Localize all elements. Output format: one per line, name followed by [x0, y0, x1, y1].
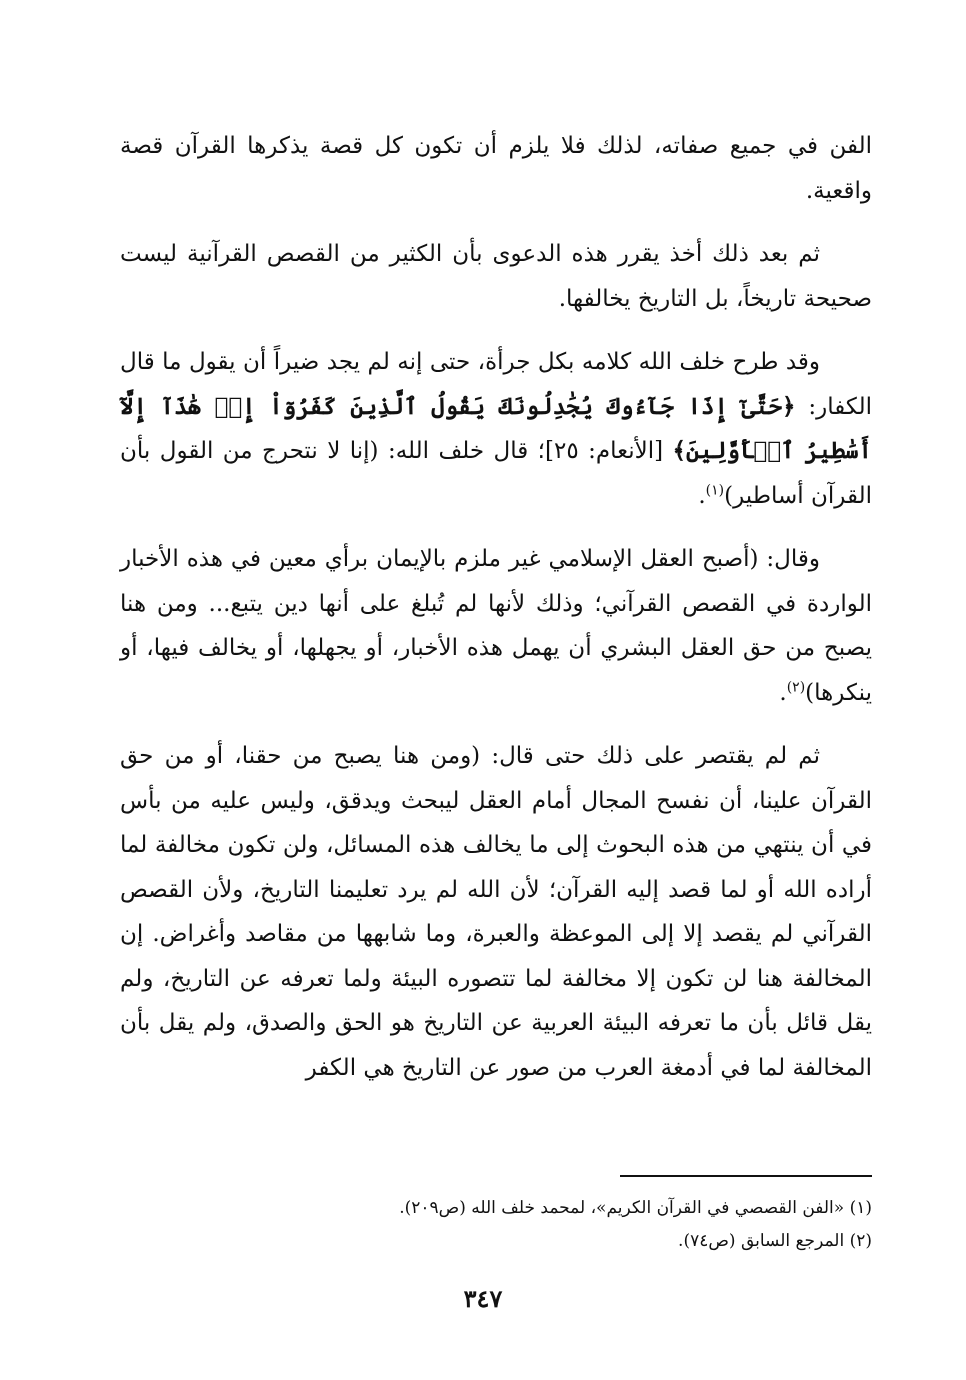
paragraph-3-end: .	[698, 482, 706, 509]
main-text	[120, 124, 872, 1109]
page-number: ٣٤٧	[463, 1284, 503, 1313]
paragraph-1: الفن في جميع صفاته، لذلك فلا يلزم أن تكون كل قصة يذكرها القرآن قصة واقعية.	[120, 133, 872, 204]
footnote-reference-2: (٢)	[786, 678, 806, 695]
footnote-1: (١) «الفن القصصي في القرآن الكريم»، لمحمد خلف الله (ص٢٠٩).	[399, 1198, 872, 1218]
paragraph-3-intro: وقد طرح خلف الله كلامه بكل جرأة، حتى إنه لم يجد ضيراً أن يقول ما قال الكفار:	[120, 349, 872, 420]
footnote-divider	[620, 1175, 872, 1177]
paragraph-3	[120, 340, 872, 518]
paragraph-4-quote: وقال: (أصبح العقل الإسلامي غير ملزم بالإيمان برأي معين في هذه الأخبار الواردة في القصص القرآني؛ وذلك لأنها لم تُبلغ على أنها دين يتبع... ومن هنا يصبح من حق العقل البشري أن يهمل هذه الأخبار، أو يجهلها، أو يخالف فيها، أو ينكرها)	[120, 546, 872, 706]
paragraph-2: ثم بعد ذلك أخذ يقرر هذه الدعوى بأن الكثير من القصص القرآنية ليست صحيحة تاريخاً، بل التاريخ يخالفها.	[120, 241, 872, 312]
quran-verse: ﴿حَتَّىٰٓ إِذَا جَآءُوكَ يُجَٰدِلُونَكَ يَقُولُ ٱلَّذِينَ كَفَرُوٓاْ إِنۡ هَٰذَآ إِلَّآ أَسَٰطِيرُ ٱلۡأَوَّلِينَ﴾	[120, 392, 872, 464]
footnote-reference-1: (١)	[705, 481, 725, 498]
footnote-2: (٢) المرجع السابق (ص٧٤).	[678, 1231, 872, 1251]
paragraph-3-quote: [الأنعام: ٢٥]؛ قال خلف الله: (إنا لا نتحرج من القول بأن القرآن أساطير)	[120, 438, 872, 509]
paragraph-4	[120, 537, 872, 715]
paragraph-4-end: .	[779, 679, 787, 706]
footnotes	[120, 1192, 872, 1258]
paragraph-5: ثم لم يقتصر على ذلك حتى قال: (ومن هنا يصبح من حقنا، أو من حق القرآن علينا، أن نفسح المجال أمام العقل ليبحث ويدقق، وليس عليه من بأس في أن ينتهي من هذه البحوث إلى ما يخالف هذه المسائل، ولن تكون مخالفة لما أراده الله أو لما قصد إليه القرآن؛ لأن الله لم يرد تعليمنا التاريخ، ولأن القصص القرآني لم يقصد إلا إلى الموعظة والعبرة، وما شابهها من مقاصد وأغراض. إن المخالفة هنا لن تكون إلا مخالفة لما تتصوره البيئة ولما تعرفه عن التاريخ، ولم يقل قائل بأن ما تعرفه البيئة العربية عن التاريخ هو الحق والصدق، ولم يقل بأن المخالفة لما في أدمغة العرب من صور عن التاريخ هي الكفر	[120, 743, 872, 1081]
